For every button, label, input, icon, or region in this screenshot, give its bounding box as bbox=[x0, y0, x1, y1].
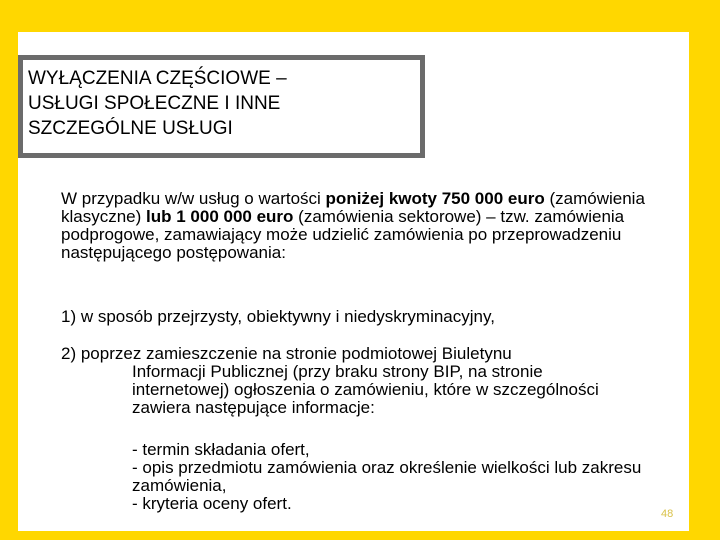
item-1: 1) w sposób przejrzysty, obiektywny i niedyskryminacyjny, bbox=[61, 307, 495, 326]
intro-text-2: (zamówienia klasyczne) bbox=[61, 189, 645, 226]
item-2-body: Informacji Publicznej (przy braku strony BIP, na stronie internetowej) ogłoszenia o zamówieniu, które w szczególności zawiera następujące informacje: bbox=[132, 362, 599, 417]
list-item: - termin składania ofert, bbox=[132, 440, 310, 459]
intro-paragraph bbox=[61, 190, 651, 262]
intro-text-3: (zamówienia sektorowe) – tzw. zamówienia podprogowe, zamawiający może udzielić zamówienia po przeprowadzeniu następującego postępowania: bbox=[61, 207, 625, 262]
intro-text-1: W przypadku w/w usług o wartości bbox=[61, 189, 326, 208]
slide-title: WYŁĄCZENIA CZĘŚCIOWE – USŁUGI SPOŁECZNE I INNE SZCZEGÓLNE USŁUGI bbox=[28, 68, 287, 139]
list-item: - kryteria oceny ofert. bbox=[132, 494, 292, 513]
page-number: 48 bbox=[661, 508, 674, 520]
intro-bold-1: poniżej kwoty 750 000 euro bbox=[325, 189, 545, 208]
item-2-heading: 2) poprzez zamieszczenie na stronie podmiotowej Biuletynu bbox=[61, 344, 512, 363]
list-item: - opis przedmiotu zamówienia oraz określenie wielkości lub zakresu zamówienia, bbox=[132, 458, 642, 495]
intro-bold-2: lub 1 000 000 euro bbox=[146, 207, 294, 226]
info-list bbox=[132, 441, 672, 513]
